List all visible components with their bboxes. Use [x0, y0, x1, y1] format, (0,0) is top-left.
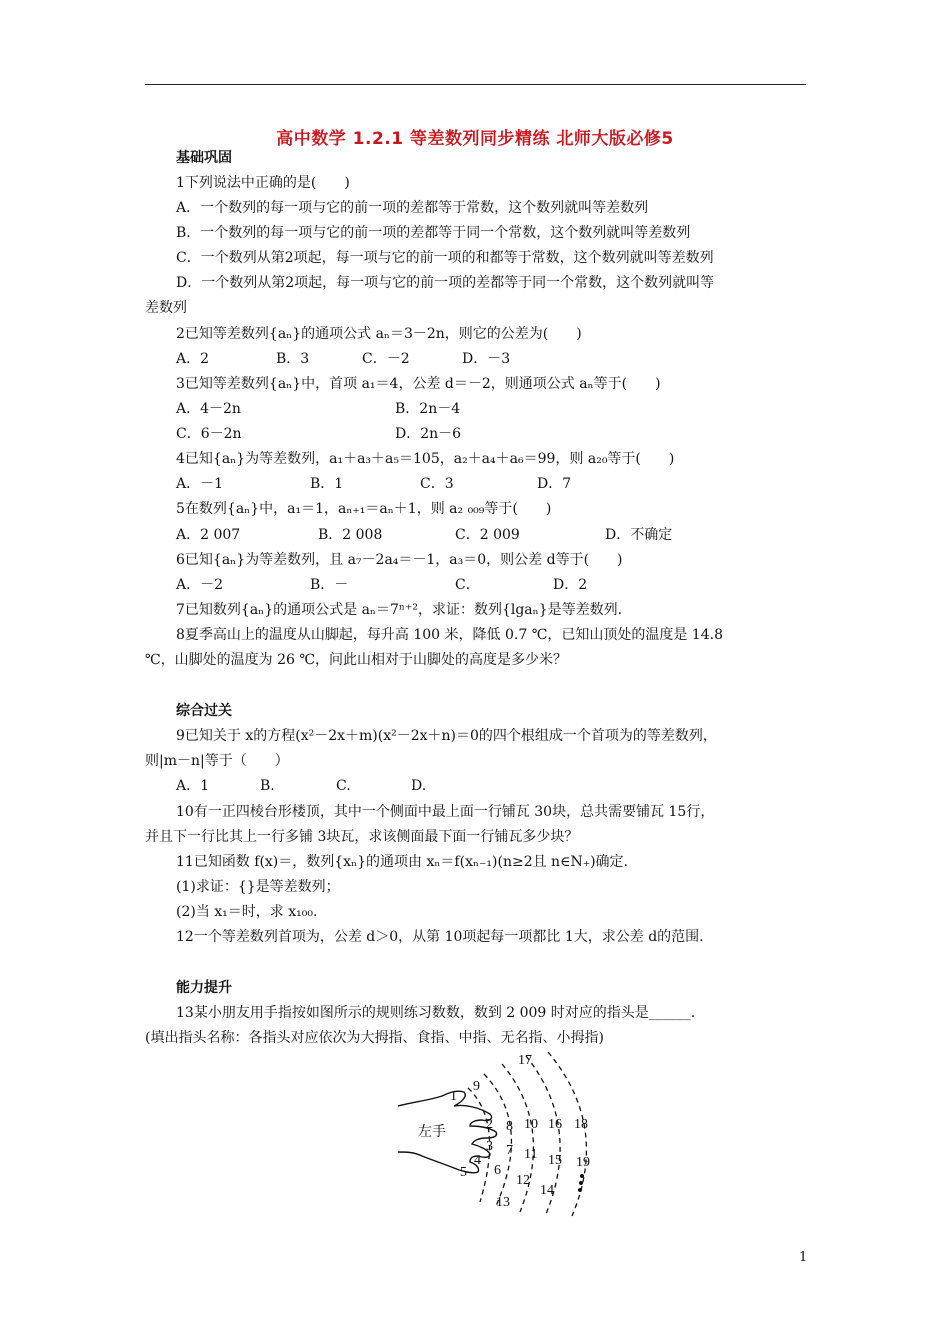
q2-option-b: B．3 — [276, 351, 310, 367]
q12-text: 12一个等差数列首项为，公差 d＞0，从第 10项起每一项都比 1大，求公差 d的范围. — [176, 929, 704, 945]
page-title: 高中数学 1.2.1 等差数列同步精练 北师大版必修5 — [276, 129, 674, 149]
q1-option-b: B．一个数列的每一项与它的前一项的差都等于同一个常数，这个数列就叫等差数列 — [176, 225, 691, 241]
q1-option-d: D．一个数列从第2项起，每一项与它的前一项的差都等于同一个常数，这个数列就叫等 — [176, 275, 715, 291]
q10-line-1: 10有一正四棱台形楼顶，其中一个侧面中最上面一行铺瓦 30块，总共需要铺瓦 15行， — [176, 804, 715, 820]
figure-number: 9 — [473, 1079, 480, 1094]
figure-number: 17 — [518, 1053, 532, 1068]
q2-stem: 2已知等差数列{aₙ}的通项公式 aₙ＝3－2n，则它的公差为( ) — [176, 326, 582, 342]
q7-text: 7已知数列{aₙ}的通项公式是 aₙ＝7ⁿ⁺²，求证：数列{lgaₙ}是等差数列. — [176, 602, 623, 618]
section-heading-basic: 基础巩固 — [176, 150, 232, 166]
q5-option-a: A．2 007 — [176, 527, 241, 543]
q6-option-a: A．－2 — [176, 577, 224, 593]
q2-option-d: D．－3 — [462, 351, 511, 367]
q2-option-c: C．－2 — [362, 351, 410, 367]
q9-option-b: B. — [260, 778, 275, 794]
q5-option-c: C．2 009 — [455, 527, 520, 543]
q6-stem: 6已知{aₙ}为等差数列，且 a₇－2a₄＝－1，a₃＝0，则公差 d等于( ) — [176, 552, 623, 568]
q3-option-b: B．2n－4 — [395, 401, 461, 417]
q9-option-d: D. — [411, 778, 427, 794]
figure-number: 19 — [576, 1155, 590, 1170]
q4-option-a: A．－1 — [176, 476, 224, 492]
q9-line-1: 9已知关于 x的方程(x²－2x＋m)(x²－2x＋n)＝0的四个根组成一个首项为的等差数列， — [176, 728, 717, 744]
figure-number: 18 — [574, 1117, 588, 1132]
hand-label: 左手 — [418, 1124, 446, 1140]
q4-stem: 4已知{aₙ}为等差数列，a₁＋a₃＋a₅＝105，a₂＋a₄＋a₆＝99，则 a₂₀等于( ) — [176, 451, 675, 467]
continuation-dot — [578, 1188, 582, 1192]
figure-number: 6 — [494, 1163, 501, 1178]
q5-option-d: D．不确定 — [605, 527, 673, 543]
q3-stem: 3已知等差数列{aₙ}中，首项 a₁＝4，公差 d＝－2，则通项公式 aₙ等于( ) — [176, 376, 661, 392]
q8-line-2: ℃，山脚处的温度为 26 ℃，问此山相对于山脚处的高度是多少米？ — [145, 652, 568, 668]
figure-number: 7 — [506, 1143, 513, 1158]
figure-number: 14 — [540, 1183, 554, 1198]
q10-line-2: 并且下一行比其上一行多铺 3块瓦，求该侧面最下面一行铺瓦多少块？ — [145, 829, 579, 845]
q9-option-a: A．1 — [176, 778, 210, 794]
figure-number: 10 — [524, 1117, 538, 1132]
q9-option-c: C. — [336, 778, 351, 794]
figure-number: 8 — [506, 1119, 513, 1134]
dashed-arc — [502, 1064, 533, 1212]
q13-line-2: (填出指头名称：各指头对应依次为大拇指、食指、中指、无名指、小拇指) — [145, 1030, 604, 1046]
continuation-dot — [579, 1181, 583, 1185]
q6-option-c: C． — [455, 577, 480, 593]
figure-number: 13 — [496, 1195, 510, 1210]
q1-option-c: C．一个数列从第2项起，每一项与它的前一项的和都等于常数，这个数列就叫等差数列 — [176, 250, 714, 266]
q1-stem: 1下列说法中正确的是( ) — [176, 175, 350, 191]
q9-line-2: 则|m－n|等于（ ） — [145, 753, 289, 769]
q3-option-d: D．2n－6 — [395, 426, 462, 442]
q4-option-b: B．1 — [310, 476, 344, 492]
figure-number: 3 — [486, 1139, 493, 1154]
figure-number: 1 — [450, 1089, 457, 1104]
q11-part-2: (2)当 x₁＝时，求 x₁₀₀. — [176, 904, 318, 920]
q4-option-c: C．3 — [420, 476, 454, 492]
figure-number: 11 — [524, 1147, 538, 1162]
hand-outline — [398, 1091, 497, 1173]
q11-stem: 11已知函数 f(x)＝，数列{xₙ}的通项由 xₙ＝f(xₙ₋₁)(n≥2且 n∈N₊)确定. — [176, 854, 628, 870]
figure-number: 4 — [474, 1153, 481, 1168]
q1-option-a: A．一个数列的每一项与它的前一项的差都等于常数，这个数列就叫等差数列 — [176, 200, 649, 216]
page-number: 1 — [799, 1250, 808, 1265]
q2-option-a: A．2 — [176, 351, 210, 367]
q4-option-d: D．7 — [537, 476, 572, 492]
header-rule — [145, 84, 806, 85]
q5-stem: 5在数列{aₙ}中，a₁＝1，aₙ₊₁＝aₙ＋1，则 a₂ ₀₀₉等于( ) — [176, 501, 552, 517]
q1-option-d-cont: 差数列 — [145, 300, 187, 316]
q5-option-b: B．2 008 — [318, 527, 383, 543]
section-heading-comprehensive: 综合过关 — [176, 703, 232, 719]
q8-line-1: 8夏季高山上的温度从山脚起，每升高 100 米，降低 0.7 ℃，已知山顶处的温度是 14.8 — [176, 627, 723, 643]
figure-number: 12 — [516, 1173, 530, 1188]
hand-counting-figure — [384, 1052, 614, 1222]
section-heading-ability: 能力提升 — [176, 980, 232, 996]
q3-option-c: C．6－2n — [176, 426, 242, 442]
continuation-dot — [580, 1174, 584, 1178]
q13-line-1: 13某小朋友用手指按如图所示的规则练习数数，数到 2 009 时对应的指头是______. — [176, 1005, 696, 1021]
q11-part-1: (1)求证：{}是等差数列； — [176, 879, 340, 895]
figure-number: 2 — [486, 1117, 493, 1132]
q3-option-a: A．4－2n — [176, 401, 241, 417]
figure-number: 16 — [548, 1117, 562, 1132]
q6-option-b: B．－ — [310, 577, 349, 593]
figure-number: 15 — [548, 1153, 562, 1168]
figure-number: 5 — [460, 1165, 467, 1180]
q6-option-d: D．2 — [553, 577, 588, 593]
